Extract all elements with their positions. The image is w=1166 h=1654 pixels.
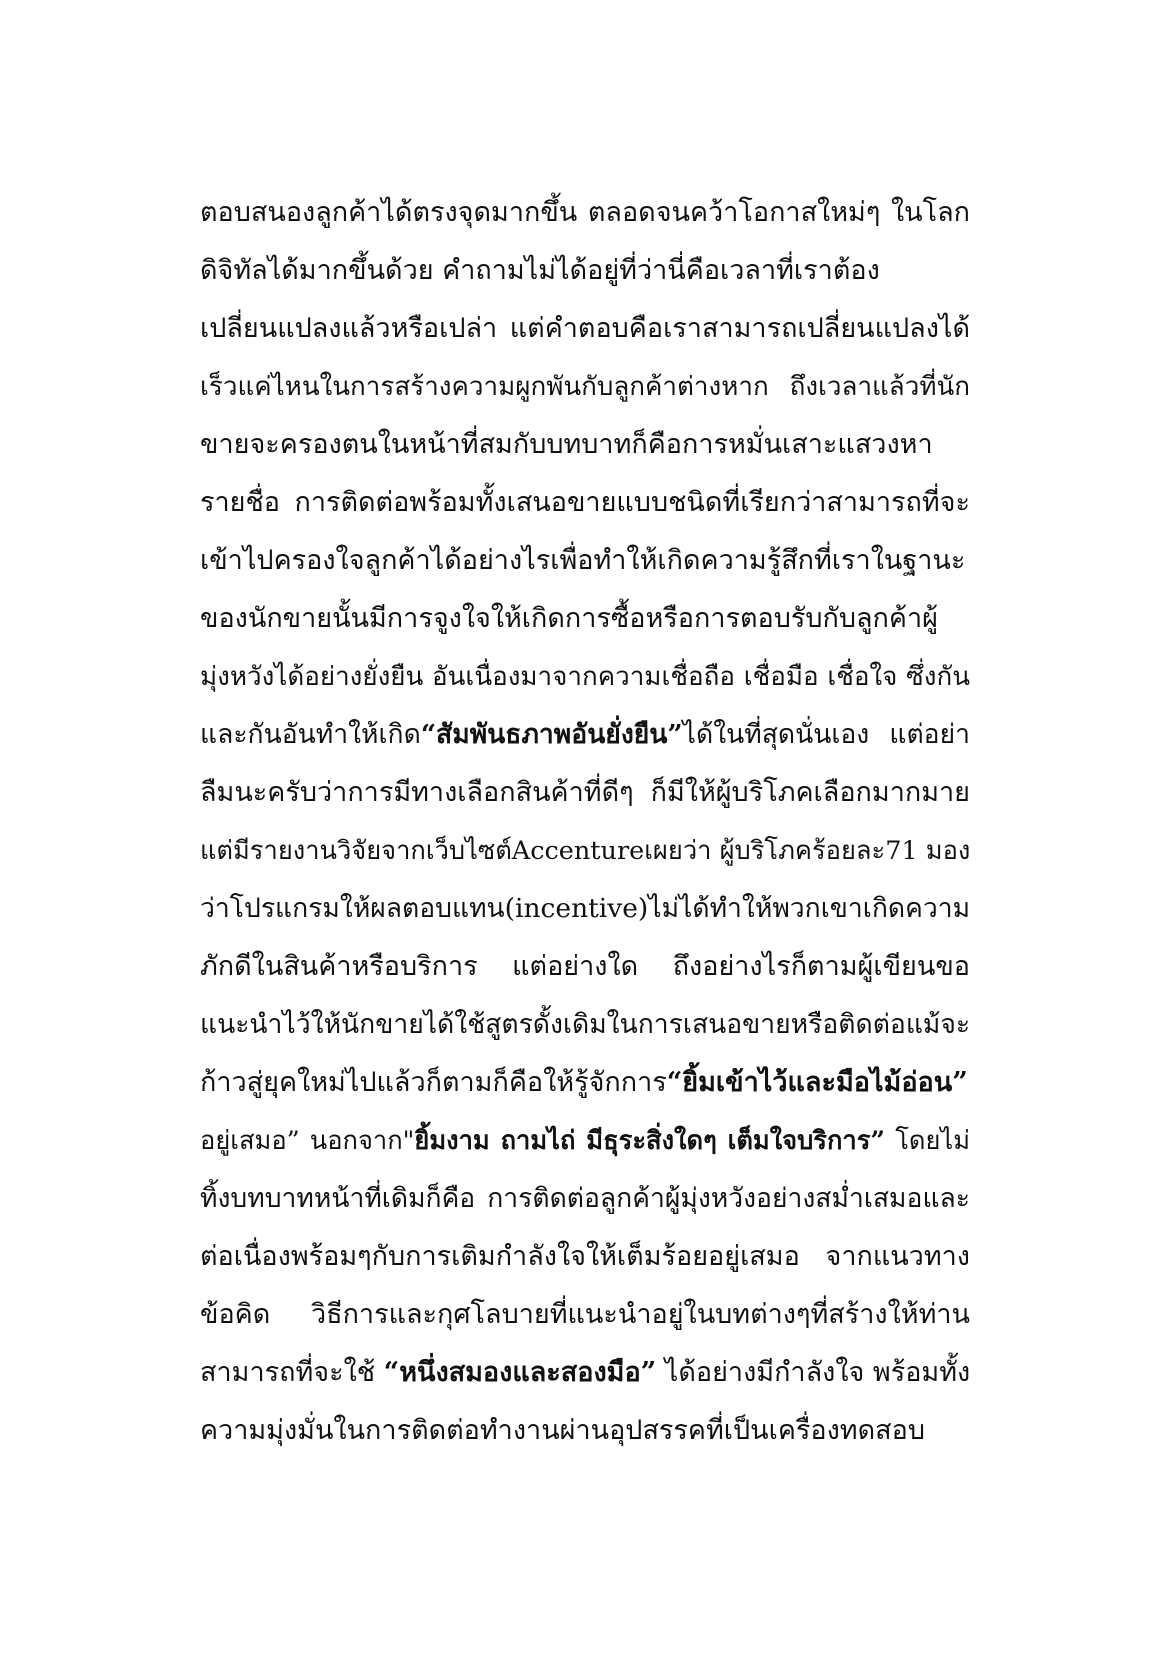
paragraph-line: [200, 1228, 970, 1286]
text-segment: ข้อคิด วิธีการและกุศโลบายที่แนะนำอยู่ในบทต่างๆที่สร้างให้ท่าน: [200, 1299, 970, 1330]
text-segment: เข้าไปครองใจลูกค้าได้อย่างไรเพื่อทำให้เกิดความรู้สึกที่เราในฐานะ: [200, 545, 966, 576]
paragraph-line: [200, 938, 970, 996]
text-segment: ขายจะครองตนในหน้าที่สมกับบทบาทก็คือการหมั่นเสาะแสวงหา: [200, 429, 933, 460]
bold-phrase: “หนึ่งสมองและสองมือ”: [383, 1357, 657, 1388]
text-segment: ตอบสนองลูกค้าได้ตรงจุดมากขึ้น ตลอดจนคว้าโอกาสใหม่ๆ ในโลก: [200, 197, 970, 228]
bold-phrase: “สัมพันธภาพอันยั่งยืน”: [420, 719, 683, 750]
paragraph-line: [200, 184, 970, 242]
paragraph-line: [200, 1286, 970, 1344]
text-segment: ได้ในที่สุดนั่นเอง แต่อย่า: [682, 719, 970, 750]
paragraph-line: [200, 648, 970, 706]
paragraph-line: [200, 1170, 970, 1228]
paragraph-line: [200, 1402, 970, 1460]
paragraph-line: [200, 474, 970, 532]
paragraph-line: [200, 706, 970, 764]
text-segment: ของนักขายนั้นมีการจูงใจให้เกิดการซื้อหรือการตอบรับกับลูกค้าผู้: [200, 603, 938, 634]
text-segment: เร็วแค่ไหนในการสร้างความผูกพันกับลูกค้าต่างหาก ถึงเวลาแล้วที่นัก: [200, 372, 970, 402]
text-segment: แต่มีรายงานวิจัยจากเว็บไซต์Accentureเผยว่า ผู้บริโภคร้อยละ71 มอง: [200, 836, 970, 866]
paragraph-line: [200, 996, 970, 1054]
text-segment: ก้าวสู่ยุคใหม่ไปแล้วก็ตามก็คือให้รู้จักการ: [200, 1067, 667, 1098]
text-segment: ลืมนะครับว่าการมีทางเลือกสินค้าที่ดีๆ ก็มีให้ผู้บริโภคเลือกมากมาย: [200, 777, 970, 808]
text-segment: โดยไม่: [885, 1126, 970, 1156]
paragraph-line: [200, 1344, 970, 1402]
body-text: [200, 184, 970, 1460]
paragraph-line: [200, 880, 970, 938]
paragraph-line: [200, 416, 970, 474]
text-segment: มุ่งหวังได้อย่างยั่งยืน อันเนื่องมาจากความเชื่อถือ เชื่อมือ เชื่อใจ ซึ่งกัน: [200, 662, 970, 692]
text-segment: สามารถที่จะใช้: [200, 1357, 384, 1388]
text-segment: แนะนำไว้ให้นักขายได้ใช้สูตรดั้งเดิมในการเสนอขายหรือติดต่อแม้จะ: [200, 1009, 970, 1040]
paragraph-line: [200, 358, 970, 416]
bold-phrase: ยิ้มงาม ถามไถ่ มีธุระสิ่งใดๆ เต็มใจบริการ”: [414, 1126, 886, 1156]
text-segment: ต่อเนื่องพร้อมๆกับการเติมกำลังใจให้เต็มร้อยอยู่เสมอ จากแนวทาง: [200, 1241, 970, 1272]
paragraph-line: [200, 764, 970, 822]
text-segment: ได้อย่างมีกำลังใจ พร้อมทั้ง: [656, 1357, 970, 1388]
paragraph-line: [200, 822, 970, 880]
text-segment: ความมุ่งมั่นในการติดต่อทำงานผ่านอุปสรรคที่เป็นเครื่องทดสอบ: [200, 1415, 925, 1446]
paragraph-line: [200, 1112, 970, 1170]
text-segment: ทิ้งบทบาทหน้าที่เดิมก็คือ การติดต่อลูกค้าผู้มุ่งหวังอย่างสม่ำเสมอและ: [200, 1183, 970, 1214]
paragraph-line: [200, 532, 970, 590]
text-segment: อยู่เสมอ” นอกจาก": [200, 1126, 415, 1156]
paragraph-line: [200, 300, 970, 358]
bold-phrase: “ยิ้มเข้าไว้และมือไม้อ่อน”: [666, 1067, 968, 1098]
text-segment: และกันอันทำให้เกิด: [200, 719, 421, 750]
paragraph-line: [200, 590, 970, 648]
paragraph-line: [200, 1054, 970, 1112]
text-segment: รายชื่อ การติดต่อพร้อมทั้งเสนอขายแบบชนิดที่เรียกว่าสามารถที่จะ: [200, 487, 970, 518]
paragraph-line: [200, 242, 970, 300]
text-segment: เปลี่ยนแปลงแล้วหรือเปล่า แต่คำตอบคือเราสามารถเปลี่ยนแปลงได้: [200, 313, 970, 344]
text-segment: ดิจิทัลได้มากขึ้นด้วย คำถามไม่ได้อยู่ที่ว่านี่คือเวลาที่เราต้อง: [200, 255, 880, 286]
text-segment: ว่าโปรแกรมให้ผลตอบแทน(incentive)ไม่ได้ทำให้พวกเขาเกิดความ: [200, 893, 970, 924]
text-segment: ภักดีในสินค้าหรือบริการ แต่อย่างใด ถึงอย่างไรก็ตามผู้เขียนขอ: [200, 951, 970, 982]
